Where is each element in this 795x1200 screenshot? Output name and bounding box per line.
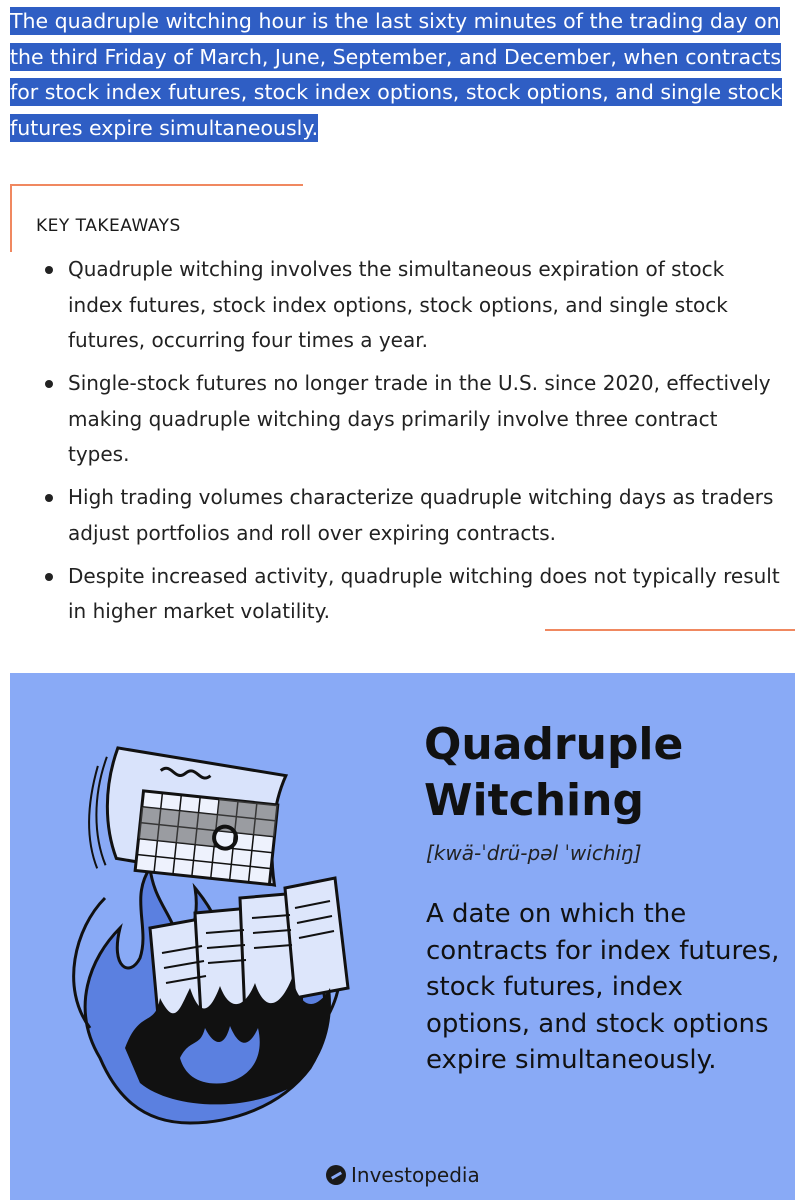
definition-figure [10, 673, 795, 1200]
calendar-icon [84, 746, 287, 887]
list-item [42, 559, 782, 630]
bullet-icon [45, 266, 53, 274]
intro-paragraph [10, 4, 792, 146]
pronunciation: [kwä-ˈdrü-pəl ˈwichiŋ] [426, 841, 642, 865]
definition-text: A date on which the contracts for index futures, stock futures, index options, and stock options expire simultaneously. [426, 899, 780, 1075]
brand-name: Investopedia [351, 1163, 480, 1187]
bullet-icon [45, 573, 53, 581]
quadruple-witching-illustration [30, 728, 390, 1148]
key-takeaways-left-border [10, 184, 12, 252]
list-item-text: Despite increased activity, quadruple witching does not typically result in higher market volatility. [68, 563, 780, 623]
figure-title-line2: Witching [424, 775, 644, 826]
list-item [42, 480, 782, 551]
key-takeaways-top-border [10, 184, 303, 186]
figure-title-line1: Quadruple [424, 719, 684, 770]
key-takeaways-list [42, 252, 782, 637]
list-item [42, 252, 782, 359]
intro-highlighted-text: The quadruple witching hour is the last sixty minutes of the trading day on the third Friday of March, June, September, and December, when contracts for stock index futures, stock index options, stock options, and single stock futures expire simultaneously. [10, 9, 782, 140]
bullet-icon [45, 494, 53, 502]
investopedia-logo-icon [326, 1165, 346, 1185]
list-item-text: Quadruple witching involves the simultaneous expiration of stock index futures, stock index options, stock options, and single stock futures, occurring four times a year. [68, 257, 728, 352]
list-item-text: Single-stock futures no longer trade in the U.S. since 2020, effectively making quadruple witching days primarily involve three contract types. [68, 371, 771, 466]
figure-title [424, 717, 683, 829]
key-takeaways-bottom-border [545, 629, 795, 631]
list-item [42, 366, 782, 473]
key-takeaways-title: KEY TAKEAWAYS [36, 216, 181, 236]
investopedia-brand [326, 1163, 480, 1187]
list-item-text: High trading volumes characterize quadruple witching days as traders adjust portfolios and roll over expiring contracts. [68, 485, 774, 545]
bullet-icon [45, 380, 53, 388]
